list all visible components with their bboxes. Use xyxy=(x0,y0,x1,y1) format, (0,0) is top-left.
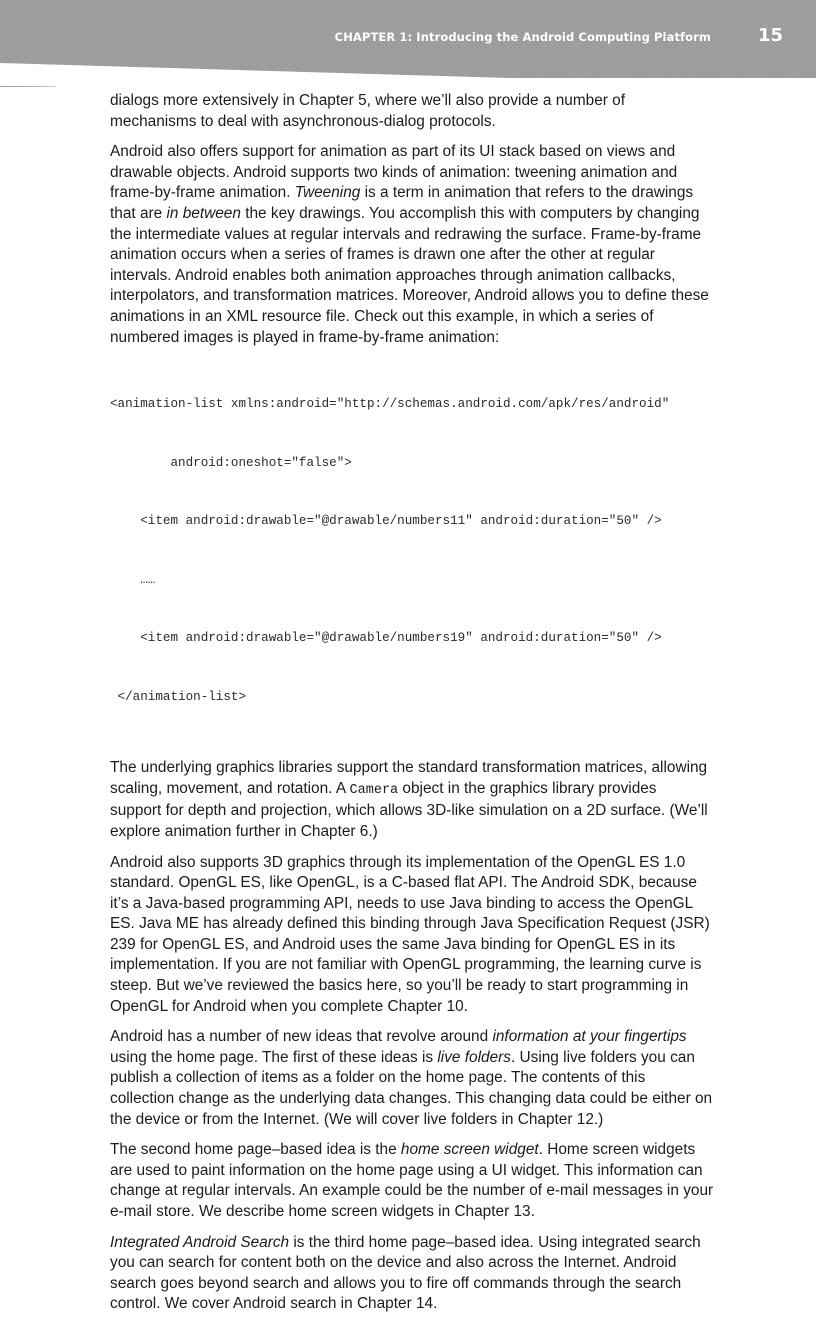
page-body xyxy=(110,91,714,1325)
running-header-title: CHAPTER 1: Introducing the Android Computing Platform xyxy=(334,30,711,44)
margin-rule xyxy=(0,86,56,87)
paragraph-home-screen-widget: The second home page–based idea is the home screen widget. Home screen widgets are used to paint information on the home page using a UI widget. This information can change at regular intervals. An example could be the number of e-mail messages in your e-mail store. We describe home screen widgets in Chapter 13. xyxy=(110,1141,714,1220)
paragraph-dialogs: dialogs more extensively in Chapter 5, where we’ll also provide a number of mechanisms to deal with asynchronous-dialog protocols. xyxy=(110,92,625,130)
page-number: 15 xyxy=(758,25,784,46)
paragraph-live-folders: Android has a number of new ideas that revolve around information at your fingertips using the home page. The first of these ideas is live folders. Using live folders you can publish a collection of items as a folder on the home page. The contents of this collection change as the underlying data changes. This changing data could be either on the device or from the Internet. (We will cover live folders in Chapter 12.) xyxy=(110,1028,713,1128)
paragraph-opengl: Android also supports 3D graphics through its implementation of the OpenGL ES 1.0 standard. OpenGL ES, like OpenGL, is a C-based flat API. The Android SDK, because it’s a Java-based programming API, needs to use Java binding to access the OpenGL ES. Java ME has already defined this binding through Java Specification Request (JSR) 239 for OpenGL ES, and Android uses the same Java binding for OpenGL ES in its implementation. If you are not familiar with OpenGL programming, the learning curve is steep. But we’ve reviewed the basics here, so you’ll be ready to start programming in OpenGL for Android when you complete Chapter 10. xyxy=(110,853,710,1015)
paragraph-graphics-libraries: The underlying graphics libraries support the standard transformation matrices, allowing scaling, movement, and rotation. A Camera object in the graphics library provides support for depth and projection, which allows 3D-like simulation on a 2D surface. (We’ll explore animation further in Chapter 6.) xyxy=(110,759,708,840)
paragraph-animation: Android also offers support for animation as part of its UI stack based on views and drawable objects. Android supports two kinds of animation: tweening animation and frame-by-frame animation. Tweening is a term in animation that refers to the drawings that are in between the key drawings. You accomplish this with computers by changing the intermediate values at regular intervals and redrawing the surface. Frame-by-frame animation occurs when a series of frames is drawn one after the other at regular intervals. Android enables both animation approaches through animation callbacks, interpolators, and transformation matrices. Moreover, Android allows you to define these animations in an XML resource file. Check out this example, in which a series of numbered images is played in frame-by-frame animation: xyxy=(110,143,709,346)
code-listing-animation-list: <animation-list xmlns:android="http://schemas.android.com/apk/res/android" android:oneshot="false"> <item android:drawable="@drawable/numbers11" android:duration="50" /> …… <item android:drawable="@drawable/numbers19" android:duration="50" /> </animation-list> xyxy=(110,397,670,704)
paragraph-integrated-search: Integrated Android Search is the third home page–based idea. Using integrated search you can search for content both on the device and also across the Internet. Android search goes beyond search and allows you to fire off commands through the search control. We cover Android search in Chapter 14. xyxy=(110,1233,701,1313)
